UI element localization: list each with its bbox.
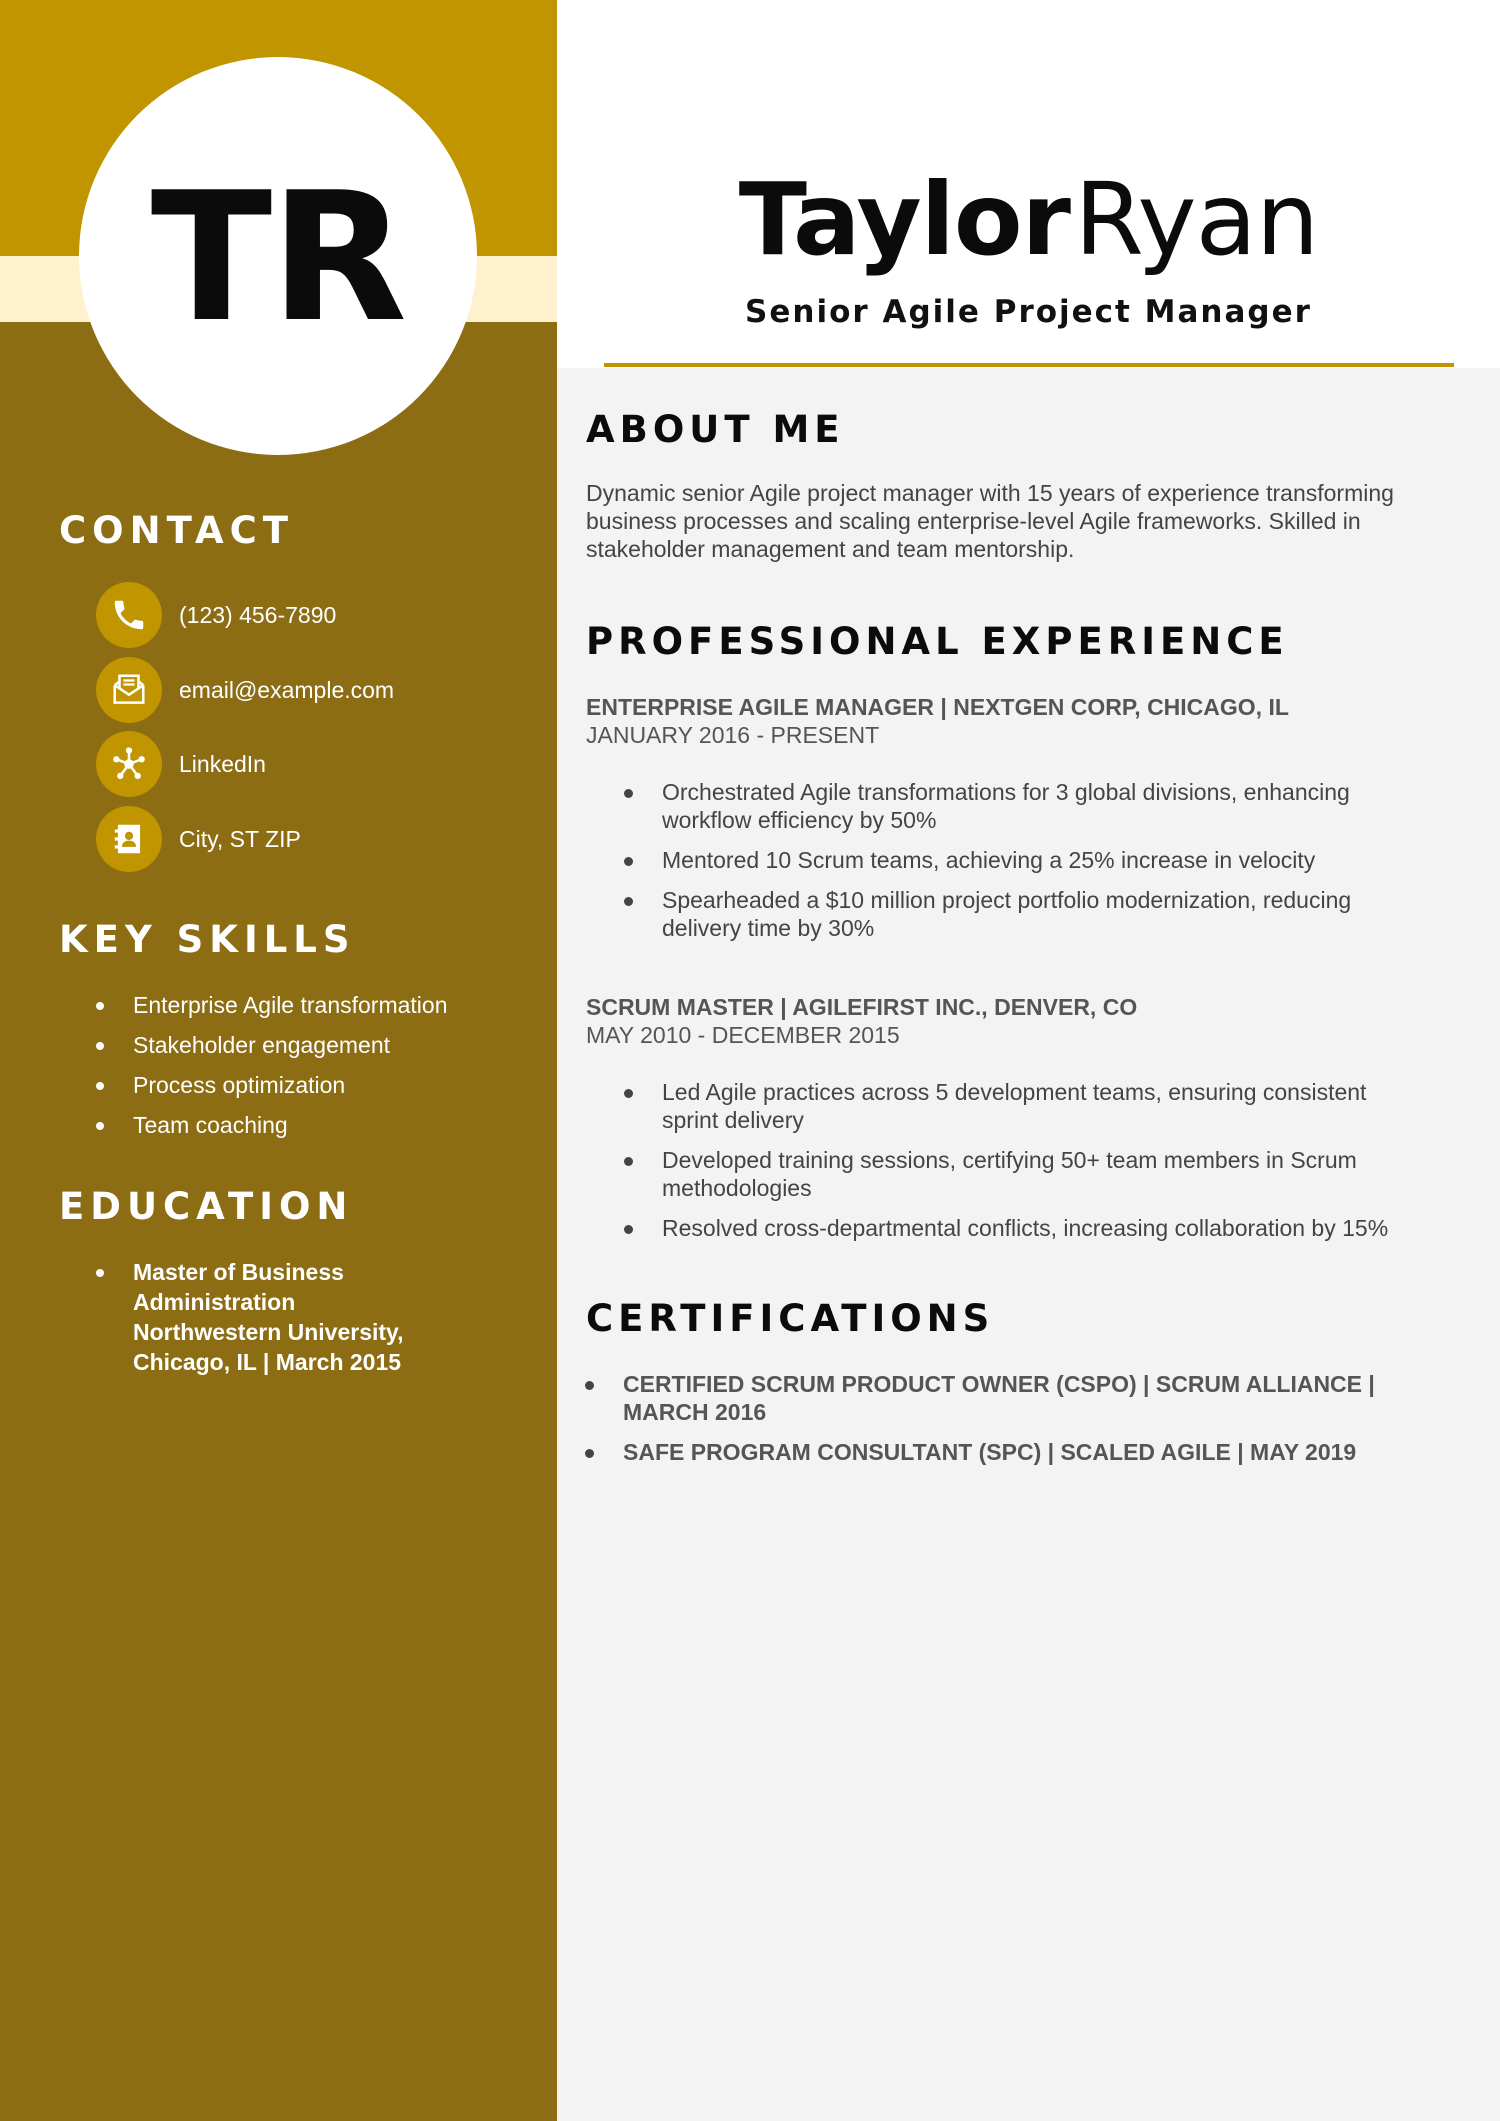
skills-list — [96, 985, 448, 1145]
list-item: Orchestrated Agile transformations for 3 global divisions, enhancing workflow efficiency by 50% — [620, 778, 1410, 834]
phone-icon — [96, 582, 162, 648]
contact-phone — [96, 582, 336, 648]
job-title: Senior Agile Project Manager — [745, 294, 1312, 330]
education-list — [96, 1257, 404, 1377]
key-skills-heading: KEY SKILLS — [59, 918, 356, 961]
list-item: Spearheaded a $10 million project portfolio modernization, reducing delivery time by 30% — [620, 886, 1410, 942]
job-header: ENTERPRISE AGILE MANAGER | NEXTGEN CORP, CHICAGO, IL — [586, 694, 1289, 720]
list-item: SAFE PROGRAM CONSULTANT (SPC) | SCALED AGILE | MAY 2019 — [583, 1438, 1423, 1466]
about-text: Dynamic senior Agile project manager with 15 years of experience transforming business processes and scaling enterprise-level Agile frameworks. Skilled in stakeholder management and team mentorship. — [586, 480, 1394, 562]
experience-heading: PROFESSIONAL EXPERIENCE — [586, 620, 1289, 663]
address-book-icon — [96, 806, 162, 872]
contact-linkedin-text: LinkedIn — [179, 750, 266, 777]
education-line: Chicago, IL | March 2015 — [133, 1349, 402, 1375]
last-name: Ryan — [1074, 161, 1319, 278]
list-item: Process optimization — [96, 1065, 448, 1105]
contact-email-text: email@example.com — [179, 676, 395, 703]
monogram: TR — [150, 154, 406, 361]
job-dates: MAY 2010 - DECEMBER 2015 — [586, 1022, 900, 1048]
network-icon — [96, 731, 162, 797]
education-line: Northwestern University, — [133, 1319, 404, 1345]
list-item: Led Agile practices across 5 development teams, ensuring consistent sprint delivery — [620, 1078, 1410, 1134]
sidebar — [0, 0, 557, 2121]
contact-phone-text: (123) 456-7890 — [179, 601, 337, 628]
education-heading: EDUCATION — [59, 1185, 354, 1228]
certifications-list — [583, 1370, 1423, 1478]
first-name: Taylor — [738, 161, 1070, 278]
name-heading — [557, 161, 1500, 278]
list-item: Mentored 10 Scrum teams, achieving a 25% increase in velocity — [620, 846, 1410, 874]
job-dates: JANUARY 2016 - PRESENT — [586, 722, 880, 748]
list-item: Stakeholder engagement — [96, 1025, 448, 1065]
job-bullets — [620, 778, 1410, 954]
about-heading: ABOUT ME — [586, 408, 845, 451]
contact-heading: CONTACT — [59, 509, 294, 552]
contact-location — [96, 806, 301, 872]
list-item: Enterprise Agile transformation — [96, 985, 448, 1025]
list-item: Team coaching — [96, 1105, 448, 1145]
title-divider — [604, 363, 1454, 367]
job-header: SCRUM MASTER | AGILEFIRST INC., DENVER, CO — [586, 994, 1138, 1020]
contact-email — [96, 657, 394, 723]
contact-location-text: City, ST ZIP — [179, 825, 301, 852]
contact-linkedin — [96, 731, 266, 797]
education-line: Administration — [133, 1289, 296, 1315]
certifications-heading: CERTIFICATIONS — [586, 1297, 995, 1340]
list-item: CERTIFIED SCRUM PRODUCT OWNER (CSPO) | SCRUM ALLIANCE | MARCH 2016 — [583, 1370, 1423, 1426]
list-item: Developed training sessions, certifying 50+ team members in Scrum methodologies — [620, 1146, 1410, 1202]
monogram-badge — [79, 57, 477, 455]
education-line: Master of Business — [133, 1259, 344, 1285]
education-item — [96, 1257, 404, 1377]
list-item: Resolved cross-departmental conflicts, increasing collaboration by 15% — [620, 1214, 1410, 1242]
job-bullets — [620, 1078, 1410, 1254]
envelope-icon — [96, 657, 162, 723]
